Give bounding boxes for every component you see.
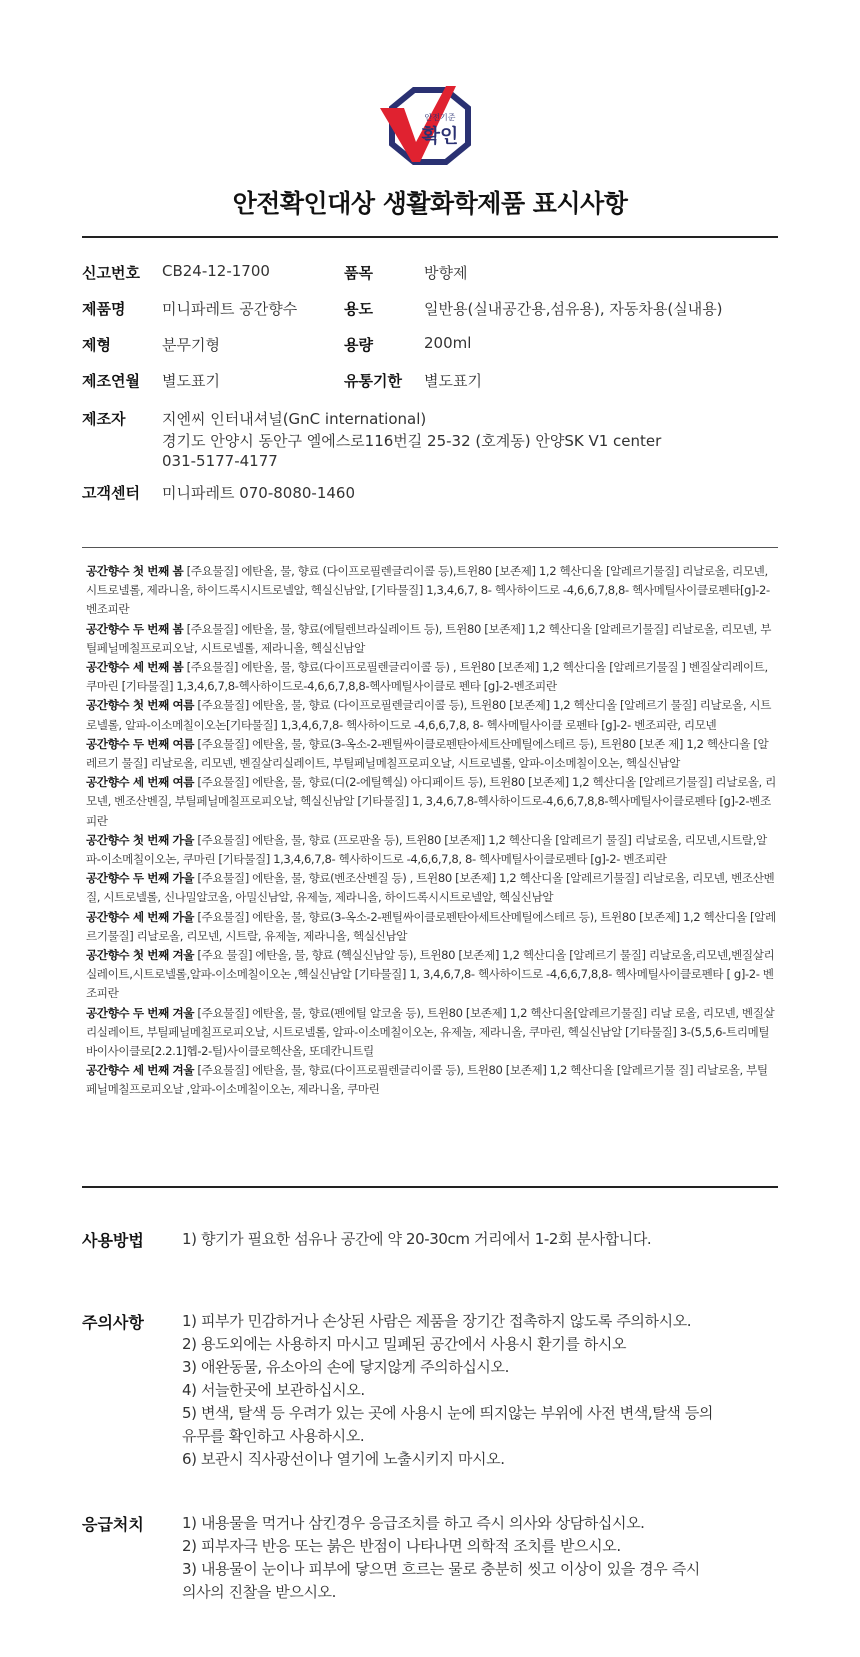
- ingredient-text: [주요물질] 에탄올, 물, 향료(에틸렌브라실레이트 등), 트윈80 [보존제] 1,2 헥산디올 [알레르기물질] 리날로올, 리모넨, 부틸페닐메칠프로피오날, 시트로넬롤, 제라니올, 헥실신남알: [86, 621, 772, 655]
- firstaid-line: 3) 내용물이 눈이나 피부에 닿으면 흐르는 물로 충분히 씻고 이상이 있을 경우 즉시: [182, 1560, 700, 1578]
- logo-small-text: 안전기준: [424, 113, 456, 122]
- caution-line: 3) 애완동물, 유소아의 손에 닿지않게 주의하십시오.: [182, 1358, 509, 1376]
- ingredients-list: [86, 562, 776, 1100]
- ingredient-item: [86, 735, 776, 773]
- page-title: 안전확인대상 생활화학제품 표시사항: [232, 189, 628, 218]
- ingredient-text: [주요물질] 에탄올, 물, 향료(벤조산벤질 등) , 트윈80 [보존제] 1,2 헥산디올 [알레르기물질] 리날로올, 리모넨, 벤조산벤질, 시트로넬롤, 신나밀알코올, 아밀신남알, 유제놀, 제라니올, 하이드록시시트로넬알, 헥실신남알: [86, 871, 775, 905]
- ingredient-text: [주요물질] 에탄올, 물, 향료(3-옥소-2-펜틸싸이클로펜탄아세트산메틸에스테르 등), 트윈80 [보존제] 1,2 헥산디올 [알레르기물질] 리날로올, 리모넨, 시트랄, 유제놀, 제라니올, 헥실신남알: [86, 909, 776, 943]
- firstaid-label: 응급처치: [82, 1515, 144, 1534]
- ingredient-name: 공간향수 두 번째 여름: [86, 736, 195, 751]
- usage-text: [182, 1228, 782, 1251]
- maker-line-3: 031-5177-4177: [162, 452, 278, 470]
- caution-line: 6) 보관시 직사광선이나 열기에 노출시키지 마시오.: [182, 1450, 505, 1468]
- usage-label: 사용방법: [82, 1231, 144, 1250]
- report-no-value: CB24-12-1700: [162, 262, 270, 280]
- ingredient-name: 공간향수 세 번째 가을: [86, 909, 195, 924]
- caution-text: [182, 1310, 782, 1471]
- caution-line: 5) 변색, 탈색 등 우려가 있는 곳에 사용시 눈에 띄지않는 부위에 사전 변색,탈색 등의: [182, 1404, 713, 1422]
- maker-line-1: 지엔씨 인터내셔널(GnC international): [162, 410, 427, 428]
- mfg-value: 별도표기: [162, 372, 220, 390]
- ingredient-name: 공간향수 두 번째 봄: [86, 621, 184, 636]
- logo-big-text: 확인: [421, 125, 459, 147]
- ingredient-text: [주요 물질] 에탄올, 물, 향료 (헥실신남알 등), 트윈80 [보존제] 1,2 헥산디올 [알레르기 물질] 리날로올,리모넨,벤질살리실레이트,시트로넬롤,알파-이소메칠이오논 ,헥실신남알 [기타물질] 1, 3,4,6,7,8- 헥사하이드로 -4,6,6,7,8,8- 헥사메틸사이클로펜타 [ g]-2- 벤조피란: [86, 948, 775, 1001]
- ingredient-item: [86, 946, 776, 1004]
- caution-line: 유무를 확인하고 사용하시오.: [182, 1427, 365, 1445]
- form-value: 분무기형: [162, 336, 220, 354]
- form-label: 제형: [82, 336, 111, 354]
- caution-label: 주의사항: [82, 1313, 144, 1332]
- ingredient-text: [주요물질] 에탄올, 물, 향료(3-옥소-2-펜틸싸이클로펜탄아세트산메틸에스테르 등), 트윈80 [보존 제] 1,2 헥산디올 [알레르기 물질] 리날로올, 리모넨, 벤질살리실레이트, 부틸페닐메칠프로피오날, 시트로넬롤, 알파-이소메칠이오논, 헥실신남알: [86, 736, 769, 771]
- ingredient-item: [86, 620, 776, 658]
- use-label: 용도: [344, 300, 373, 318]
- ingredient-name: 공간향수 두 번째 가을: [86, 871, 195, 886]
- maker-label: 제조자: [82, 410, 126, 428]
- usage-line: 1) 향기가 필요한 섬유나 공간에 약 20-30cm 거리에서 1-2회 분사합니다.: [182, 1230, 652, 1248]
- ingredient-name: 공간향수 두 번째 겨울: [86, 1005, 195, 1020]
- ingredient-name: 공간향수 세 번째 봄: [86, 660, 184, 675]
- caution-line: 1) 피부가 민감하거나 손상된 사람은 제품을 장기간 접촉하지 않도록 주의하시오.: [182, 1312, 692, 1330]
- cs-label: 고객센터: [82, 484, 140, 502]
- safety-check-seal-icon: [376, 82, 488, 170]
- info-divider: [82, 547, 778, 548]
- volume-label: 용량: [344, 336, 373, 354]
- mfg-label: 제조연월: [82, 372, 140, 390]
- caution-line: 4) 서늘한곳에 보관하십시오.: [182, 1381, 365, 1399]
- ingredient-name: 공간향수 첫 번째 겨울: [86, 948, 195, 963]
- product-value: 미니파레트 공간향수: [162, 300, 298, 318]
- ingredient-text: [주요물질] 에탄올, 물, 향료(다이프로필렌글리이콜 등), 트윈80 [보존제] 1,2 헥산디올 [알레르기물 질] 리날로올, 부틸페닐메칠프로피오날 ,알파-이소메칠이오논, 제라니올, 쿠마린: [86, 1063, 768, 1097]
- report-no-label: 신고번호: [82, 264, 140, 282]
- ingredient-text: [주요물질] 에탄올, 물, 향료 (다이프로필렌글리이콜 등),트윈80 [보존제] 1,2 헥산디올 [알레르기물질] 리날로올, 리모넨, 시트로넬롤, 제라니올, 하이드록시시트로넬알, 헥실신남알, [기타물질] 1,3,4,6,7, 8- 헥사하이드로 -4,6,6,7,8,8- 헥사메틸사이클로펜타[g]-2- 벤조피란: [86, 564, 770, 617]
- ingredient-text: [주요물질] 에탄올, 물, 향료(디(2-에틸헥실) 아디페이트 등), 트윈80 [보존제] 1,2 헥산디올 [알레르기물질] 리날로올, 리모넨, 벤조산벤질, 부틸페닐메칠프로피오날, 헥실신남알 [기타물질] 1, 3,4,6,7,8-헥사하이드로-4,6,6,7,8,8-헥사메틸사이클로펜타 [g]-2-벤조피란: [86, 775, 776, 828]
- top-divider: [82, 236, 778, 238]
- volume-value: 200ml: [424, 334, 472, 352]
- ingredient-name: 공간향수 첫 번째 여름: [86, 698, 195, 713]
- ingredient-item: [86, 658, 776, 696]
- ingredient-text: [주요물질] 에탄올, 물, 향료(펜에틸 알코올 등), 트윈80 [보존제] 1,2 헥산디올[알레르기물질] 리날 로올, 리모넨, 벤질살리실레이트, 부틸페닐메칠프로피오날, 시트로넬롤, 알파-이소메칠이오논, 유제놀, 제라니올, 쿠마린, 헥실신남알 [기타물질] 3-(5,5,6-트리메틸바이사이클로[2.2.1]헵-2-틸)사이클로헥산올, 또데칸니트릴: [86, 1005, 775, 1059]
- ingredients-divider: [82, 1186, 778, 1188]
- maker-line-2: 경기도 안양시 동안구 엘에스로116번길 25-32 (호계동) 안양SK V1 center: [162, 432, 662, 450]
- firstaid-text: [182, 1512, 782, 1604]
- ingredient-item: [86, 1061, 776, 1099]
- item-label: 품목: [344, 264, 373, 282]
- firstaid-line: 의사의 진찰을 받으시오.: [182, 1583, 337, 1601]
- ingredient-name: 공간향수 세 번째 겨울: [86, 1063, 195, 1078]
- expiry-label: 유통기한: [344, 372, 402, 390]
- ingredient-text: [주요물질] 에탄올, 물, 향료 (프로판올 등), 트윈80 [보존제] 1,2 헥산디올 [알레르기 물질] 리날로올, 리모넨,시트랄,알파-이소메칠이오논, 쿠마린 [기타물질] 1,3,4,6,7,8- 헥사하이드로 -4,6,6,7,8, 8- 헥사메틸사이클로펜타 [g]-2- 벤조피란: [86, 832, 767, 867]
- ingredient-text: [주요물질] 에탄올, 물, 향료 (다이프로필렌글리이콜 등), 트윈80 [보존제] 1,2 헥산디올 [알레르기 물질] 리날로올, 시트로넬롤, 알파-이소메칠이오논[기타물질] 1,3,4,6,7,8- 헥사하이드로 -4,6,6,7,8, 8- 헥사메틸사이클 로펜타 [g]-2- 벤조피란, 리모넨: [86, 698, 772, 732]
- use-value: 일반용(실내공간용,섬유용), 자동차용(실내용): [424, 300, 723, 318]
- firstaid-line: 2) 피부자극 반응 또는 붉은 반점이 나타나면 의학적 조치를 받으시오.: [182, 1537, 621, 1555]
- ingredient-item: [86, 1004, 776, 1062]
- ingredient-name: 공간향수 첫 번째 봄: [86, 564, 184, 578]
- product-label: 제품명: [82, 300, 126, 318]
- firstaid-line: 1) 내용물을 먹거나 삼킨경우 응급조치를 하고 즉시 의사와 상담하십시오.: [182, 1514, 645, 1532]
- caution-line: 2) 용도외에는 사용하지 마시고 밀폐된 공간에서 사용시 환기를 하시오: [182, 1335, 627, 1353]
- ingredient-text: [주요물질] 에탄올, 물, 향료(다이프로필렌글리이콜 등) , 트윈80 [보존제] 1,2 헥산디올 [알레르기물질 ] 벤질살리레이트,쿠마린 [기타물질] 1,3,4,6,7,8-헥사하이드로-4,6,6,7,8,8-헥사메틸사이클로 펜타 [g]-2-벤조피란: [86, 660, 768, 694]
- ingredient-item: [86, 908, 776, 946]
- ingredient-item: [86, 869, 776, 907]
- cs-value: 미니파레트 070-8080-1460: [162, 484, 356, 502]
- item-value: 방향제: [424, 264, 468, 282]
- ingredient-name: 공간향수 세 번째 여름: [86, 775, 195, 790]
- ingredient-item: [86, 773, 776, 831]
- expiry-value: 별도표기: [424, 372, 482, 390]
- ingredient-name: 공간향수 첫 번째 가을: [86, 832, 195, 847]
- ingredient-item: [86, 562, 776, 620]
- ingredient-item: [86, 696, 776, 734]
- ingredient-item: [86, 831, 776, 869]
